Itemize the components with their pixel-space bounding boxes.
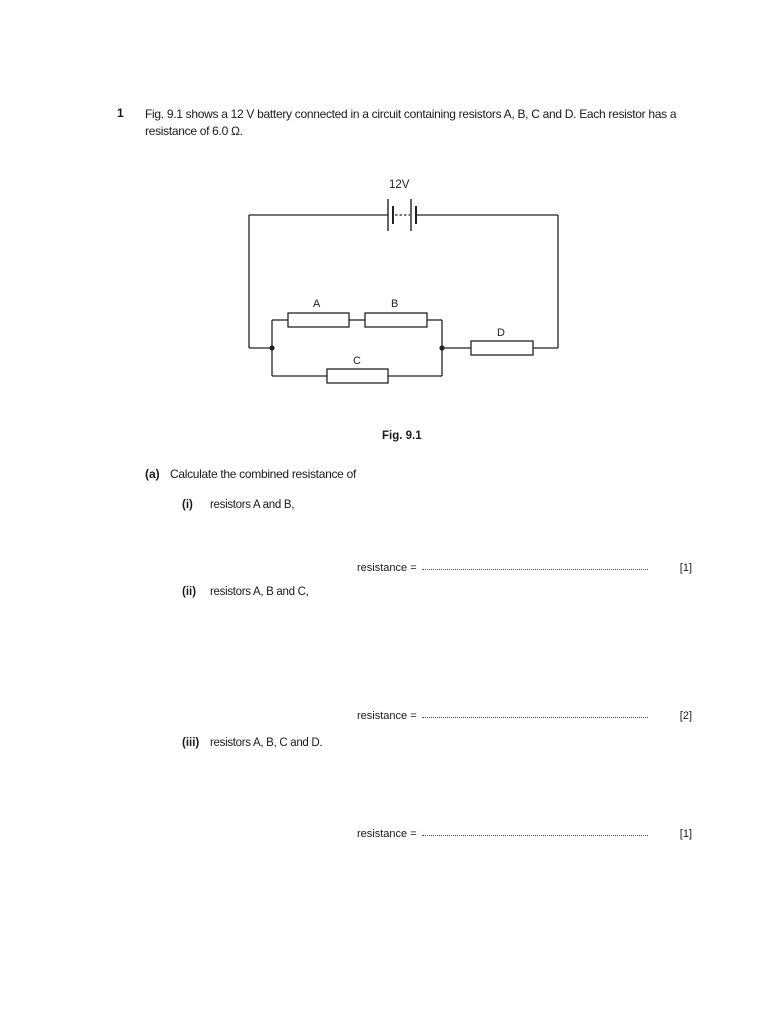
- battery-label: 12V: [389, 179, 410, 191]
- resistor-b: [365, 313, 427, 327]
- answer-label-i: resistance =: [357, 562, 417, 574]
- part-a-text: Calculate the combined resistance of: [170, 467, 356, 481]
- answer-blank-i[interactable]: [422, 560, 648, 570]
- answer-line-ii[interactable]: [357, 709, 692, 725]
- resistor-d: [471, 341, 533, 355]
- answer-label-iii: resistance =: [357, 828, 417, 840]
- marks-ii: [2]: [679, 710, 692, 722]
- figure-caption: Fig. 9.1: [382, 430, 422, 442]
- resistor-c-label: C: [353, 355, 361, 367]
- subpart-ii-text: resistors A, B and C,: [210, 586, 309, 598]
- answer-blank-ii[interactable]: [422, 708, 648, 718]
- answer-line-iii[interactable]: [357, 827, 692, 843]
- subpart-ii-label: (ii): [182, 586, 197, 598]
- junction-left: [269, 345, 274, 350]
- answer-blank-iii[interactable]: [422, 826, 648, 836]
- question-number: 1: [117, 106, 124, 120]
- resistor-a: [288, 313, 349, 327]
- question-text: Fig. 9.1 shows a 12 V battery connected in a circuit containing resistors A, B, C and D. Each resistor has a resistance of 6.0 Ω.: [145, 107, 677, 138]
- subpart-i-label: (i): [182, 499, 193, 511]
- marks-iii: [1]: [679, 828, 692, 840]
- subpart-i-text: resistors A and B,: [210, 499, 295, 511]
- part-a-label: (a): [145, 467, 160, 481]
- resistor-d-label: D: [497, 327, 505, 339]
- subpart-iii-label: (iii): [182, 737, 200, 749]
- junction-right: [439, 345, 444, 350]
- resistor-a-label: A: [313, 298, 321, 310]
- answer-label-ii: resistance =: [357, 710, 417, 722]
- resistor-b-label: B: [391, 298, 399, 310]
- marks-i: [1]: [679, 562, 692, 574]
- answer-line-i[interactable]: [357, 561, 692, 577]
- resistor-c: [327, 369, 388, 383]
- subpart-iii-text: resistors A, B, C and D.: [210, 737, 323, 749]
